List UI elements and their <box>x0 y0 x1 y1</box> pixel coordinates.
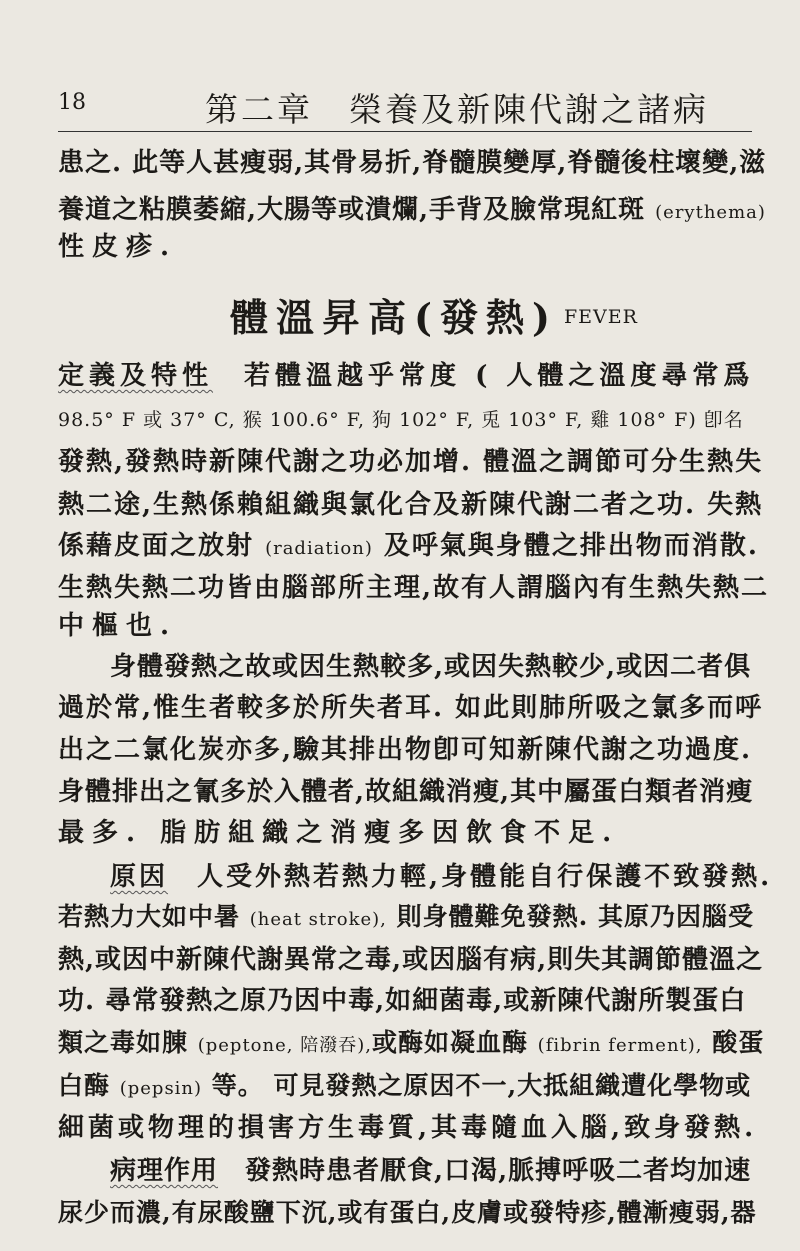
causes-line-3: 熱,或因中新陳代謝異常之毒,或因腦有病,則失其調節體溫之 <box>58 945 764 975</box>
definition-line-2: 98.5° F 或 37° C, 猴 100.6° F, 狗 102° F, 兎 103° F, 雞 108° F) 卽名 <box>58 409 744 431</box>
causes-line-7: 細菌或物理的損害方生毒質,其毒隨血入腦,致身發熱. <box>58 1113 758 1143</box>
intro-line-1: 患之. 此等人甚瘦弱,其骨易折,脊髓膜變厚,脊髓後柱壞變,滋 <box>58 148 767 178</box>
page-number: 18 <box>58 90 86 115</box>
term-radiation: (radiation) <box>265 538 373 559</box>
causes-line-2: 若熱力大如中暑 (heat stroke), 則身體難免發熱. 其原乃因腦受 <box>58 902 755 931</box>
running-title: 第二章 榮養及新陳代謝之諸病 <box>205 90 709 129</box>
body-line-1: 身體發熱之故或因生熱較多,或因失熱較少,或因二者俱 <box>110 652 752 682</box>
header-rule <box>58 131 752 132</box>
causes-line-1: 原因 人受外熱若熱力輕,身體能自行保護不致發熱. <box>110 862 773 892</box>
causes-line-4: 功. 尋常發熱之原乃因中毒,如細菌毒,或新陳代謝所製蛋白 <box>58 986 747 1016</box>
pathology-line-2: 尿少而濃,有尿酸鹽下沉,或有蛋白,皮膚或發特疹,體漸瘦弱,器 <box>58 1198 757 1227</box>
term-heatstroke: (heat stroke), <box>249 909 387 930</box>
causes-label: 原因 <box>110 862 169 892</box>
term-fibrin: (fibrin ferment), <box>537 1035 703 1056</box>
term-peptone: (peptone, 陪潑吞), <box>197 1035 372 1056</box>
term-pepsin: (pepsin) <box>119 1078 203 1099</box>
section-heading <box>230 287 638 342</box>
causes-line-5: 類之毒如腖 (peptone, 陪潑吞),或酶如凝血酶 (fibrin ferment), 酸蛋 <box>58 1028 765 1057</box>
body-line-5: 最多. 脂肪組織之消瘦多因飲食不足. <box>58 818 620 848</box>
section-title-en: FEVER <box>563 306 638 328</box>
definition-label: 定義及特性 <box>58 361 214 391</box>
pathology-line-1: 病理作用 發熱時患者厭食,口渴,脈搏呼吸二者均加速 <box>110 1156 752 1186</box>
causes-line-6: 白酶 (pepsin) 等。 可見發熱之原因不一,大抵組織遭化學物或 <box>58 1071 752 1100</box>
body-line-4: 身體排出之氰多於入體者,故組織消瘦,其中屬蛋白類者消瘦 <box>58 777 754 807</box>
definition-line-6: 生熱失熱二功皆由腦部所主理,故有人謂腦內有生熱失熱二 <box>58 573 770 603</box>
definition-line-7: 中樞也. <box>58 611 178 641</box>
page-header <box>0 0 800 140</box>
definition-line-5: 係藉皮面之放射 (radiation) 及呼氣與身體之排出物而消散. <box>58 531 759 561</box>
term-erythema: (erythema) <box>655 202 766 223</box>
intro-line-2: 養道之粘膜萎縮,大腸等或潰爛,手背及臉常現紅斑 (erythema) <box>58 195 766 225</box>
body-line-3: 出之二氯化炭亦多,驗其排出物卽可知新陳代謝之功過度. <box>58 735 753 765</box>
section-title: 體溫昇高(發熱) <box>230 295 558 340</box>
pathology-label: 病理作用 <box>110 1156 219 1186</box>
definition-line-4: 熱二途,生熱係賴組織與氯化合及新陳代謝二者之功. 失熱 <box>58 490 764 520</box>
definition-line-1: 定義及特性 若體溫越乎常度 ( 人體之溫度尋常爲 <box>58 361 755 391</box>
body-line-2: 過於常,惟生者較多於所失者耳. 如此則肺所吸之氯多而呼 <box>58 693 764 723</box>
definition-line-3: 發熱,發熱時新陳代謝之功必加增. 體溫之調節可分生熱失 <box>58 447 764 477</box>
intro-line-3: 性皮疹. <box>58 232 178 262</box>
